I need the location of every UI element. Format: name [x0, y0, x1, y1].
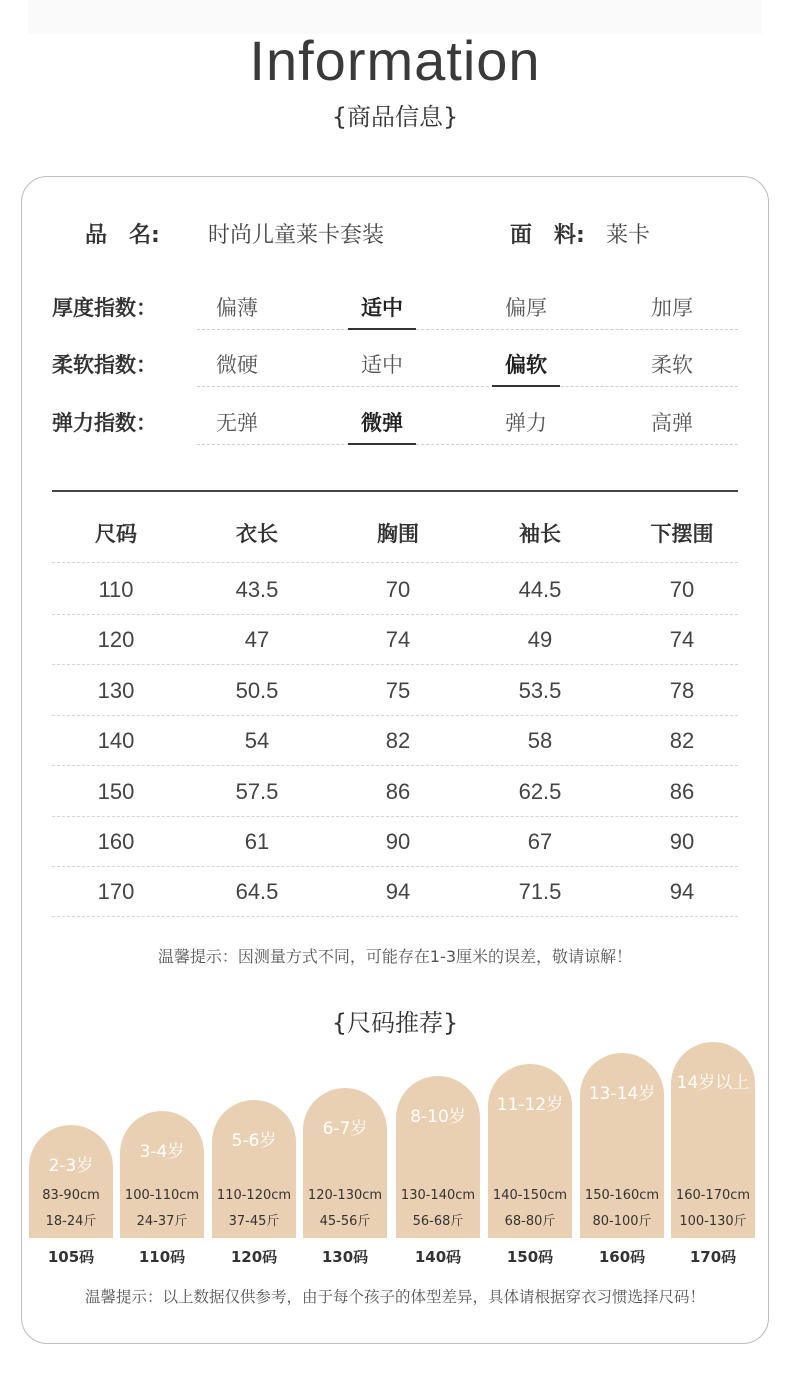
table-row [52, 564, 738, 615]
weight-range: 45-56斤 [319, 1214, 371, 1229]
size-recommend-title: {尺码推荐} [331, 1009, 459, 1037]
index-option: 弹力 [505, 411, 547, 435]
table-cell: 74 [385, 627, 411, 653]
recommended-size-label: 160码 [598, 1248, 646, 1266]
table-cell: 86 [669, 778, 695, 804]
table-cell: 47 [244, 627, 270, 653]
height-range: 150-160cm [584, 1188, 660, 1203]
recommended-size-label: 130码 [321, 1248, 369, 1266]
index-option-selected: 微弹 [342, 407, 422, 437]
table-header-cell: 胸围 [377, 522, 419, 546]
index-row [52, 401, 738, 445]
table-cell: 78 [669, 677, 695, 703]
age-range-label: 2-3岁 [48, 1156, 94, 1176]
table-header-cell: 袖长 [519, 522, 561, 546]
table-cell: 82 [669, 728, 695, 754]
table-cell: 90 [385, 829, 411, 854]
recommended-size-label: 170码 [689, 1248, 737, 1266]
age-range-label: 6-7岁 [322, 1119, 368, 1139]
table-cell: 160 [97, 829, 135, 854]
recommended-size-label: 120码 [230, 1248, 278, 1266]
table-cell: 94 [669, 879, 695, 905]
table-cell: 82 [385, 728, 411, 754]
index-option: 微硬 [216, 353, 258, 377]
weight-range: 56-68斤 [412, 1214, 464, 1229]
table-cell: 150 [97, 778, 135, 804]
table-cell: 74 [669, 627, 695, 653]
age-card [488, 1064, 572, 1238]
table-cell: 90 [669, 829, 695, 854]
product-info-row [0, 218, 790, 248]
fabric-value: 莱卡 [606, 223, 651, 248]
height-range: 130-140cm [400, 1188, 476, 1203]
height-range: 100-110cm [124, 1188, 200, 1203]
table-cell: 86 [385, 778, 411, 804]
age-range-label: 14岁以上 [676, 1073, 750, 1093]
height-range: 110-120cm [216, 1188, 292, 1203]
age-range-label: 11-12岁 [496, 1095, 564, 1115]
table-cell: 64.5 [235, 879, 279, 905]
page-title: Information [249, 29, 541, 92]
index-option: 适中 [361, 353, 403, 377]
index-row [52, 343, 738, 387]
table-cell: 70 [669, 577, 695, 602]
measurement-tip: 温馨提示：因测量方式不同，可能存在1-3厘米的误差，敬请谅解！ [157, 947, 633, 966]
recommended-size-label: 150码 [506, 1248, 554, 1266]
table-top-rule [52, 490, 738, 492]
table-cell: 43.5 [235, 577, 279, 602]
table-cell: 53.5 [518, 677, 562, 703]
index-option: 偏厚 [505, 296, 547, 320]
table-row [52, 715, 738, 766]
age-card [671, 1042, 755, 1238]
index-dotted-line [197, 329, 738, 330]
table-cell: 110 [98, 577, 134, 602]
table-header-cell: 下摆围 [650, 522, 714, 546]
weight-range: 37-45斤 [228, 1214, 280, 1229]
table-cell: 120 [97, 627, 135, 653]
index-label: 柔软指数： [52, 353, 157, 377]
height-range: 140-150cm [492, 1188, 568, 1203]
table-row [52, 614, 738, 665]
table-row [52, 816, 738, 867]
age-card [580, 1053, 664, 1238]
index-dotted-line [197, 444, 738, 445]
weight-range: 18-24斤 [45, 1214, 97, 1229]
table-cell: 54 [244, 728, 270, 754]
age-card [120, 1111, 204, 1238]
index-option: 柔软 [651, 353, 693, 377]
age-range-label: 3-4岁 [139, 1142, 185, 1162]
table-header-cell: 尺码 [95, 522, 137, 546]
table-cell: 75 [385, 677, 411, 703]
table-cell: 130 [97, 677, 135, 703]
table-header-divider [52, 562, 738, 563]
table-cell: 67 [527, 829, 553, 854]
index-dotted-line [197, 386, 738, 387]
index-option-selected: 适中 [342, 292, 422, 322]
table-cell: 94 [385, 879, 411, 905]
height-range: 160-170cm [675, 1188, 751, 1203]
table-cell: 140 [97, 728, 135, 754]
weight-range: 100-130斤 [679, 1214, 747, 1229]
index-option: 高弹 [651, 411, 693, 435]
age-card [212, 1100, 296, 1238]
fabric-key: 面 料: [510, 223, 585, 248]
index-row [52, 286, 738, 330]
table-cell: 58 [527, 728, 553, 754]
age-range-label: 5-6岁 [231, 1131, 277, 1151]
age-card [29, 1125, 113, 1238]
age-range-label: 8-10岁 [410, 1107, 466, 1127]
index-option: 无弹 [216, 411, 258, 435]
table-cell: 70 [385, 577, 411, 602]
index-label: 弹力指数： [52, 411, 157, 435]
age-range-label: 13-14岁 [588, 1084, 656, 1104]
height-range: 83-90cm [42, 1188, 100, 1203]
index-label: 厚度指数： [52, 296, 157, 320]
index-option: 偏薄 [216, 296, 258, 320]
index-option: 加厚 [651, 296, 693, 320]
page-subtitle: {商品信息} [331, 103, 459, 131]
weight-range: 68-80斤 [504, 1214, 556, 1229]
weight-range: 24-37斤 [136, 1214, 188, 1229]
index-option-selected: 偏软 [486, 349, 566, 379]
table-row [52, 665, 738, 716]
table-cell: 44.5 [518, 577, 562, 602]
age-card [396, 1076, 480, 1238]
weight-range: 80-100斤 [592, 1214, 652, 1229]
table-row [52, 866, 738, 917]
table-cell: 50.5 [235, 677, 279, 703]
age-card [303, 1088, 387, 1238]
table-cell: 62.5 [518, 778, 562, 804]
reference-tip: 温馨提示：以上数据仅供参考，由于每个孩子的体型差异，具体请根据穿衣习惯选择尺码！ [84, 1288, 705, 1306]
table-cell: 61 [244, 829, 270, 854]
table-row [52, 766, 738, 817]
product-name-value: 时尚儿童莱卡套装 [208, 223, 385, 248]
recommended-size-label: 105码 [47, 1248, 95, 1266]
table-cell: 71.5 [518, 879, 562, 905]
recommended-size-label: 110码 [138, 1248, 186, 1266]
table-cell: 49 [527, 627, 553, 653]
product-name-key: 品 名: [85, 223, 160, 248]
height-range: 120-130cm [307, 1188, 383, 1203]
table-cell: 170 [97, 879, 135, 905]
recommended-size-label: 140码 [414, 1248, 462, 1266]
table-cell: 57.5 [235, 778, 279, 804]
table-header-cell: 衣长 [236, 522, 278, 546]
